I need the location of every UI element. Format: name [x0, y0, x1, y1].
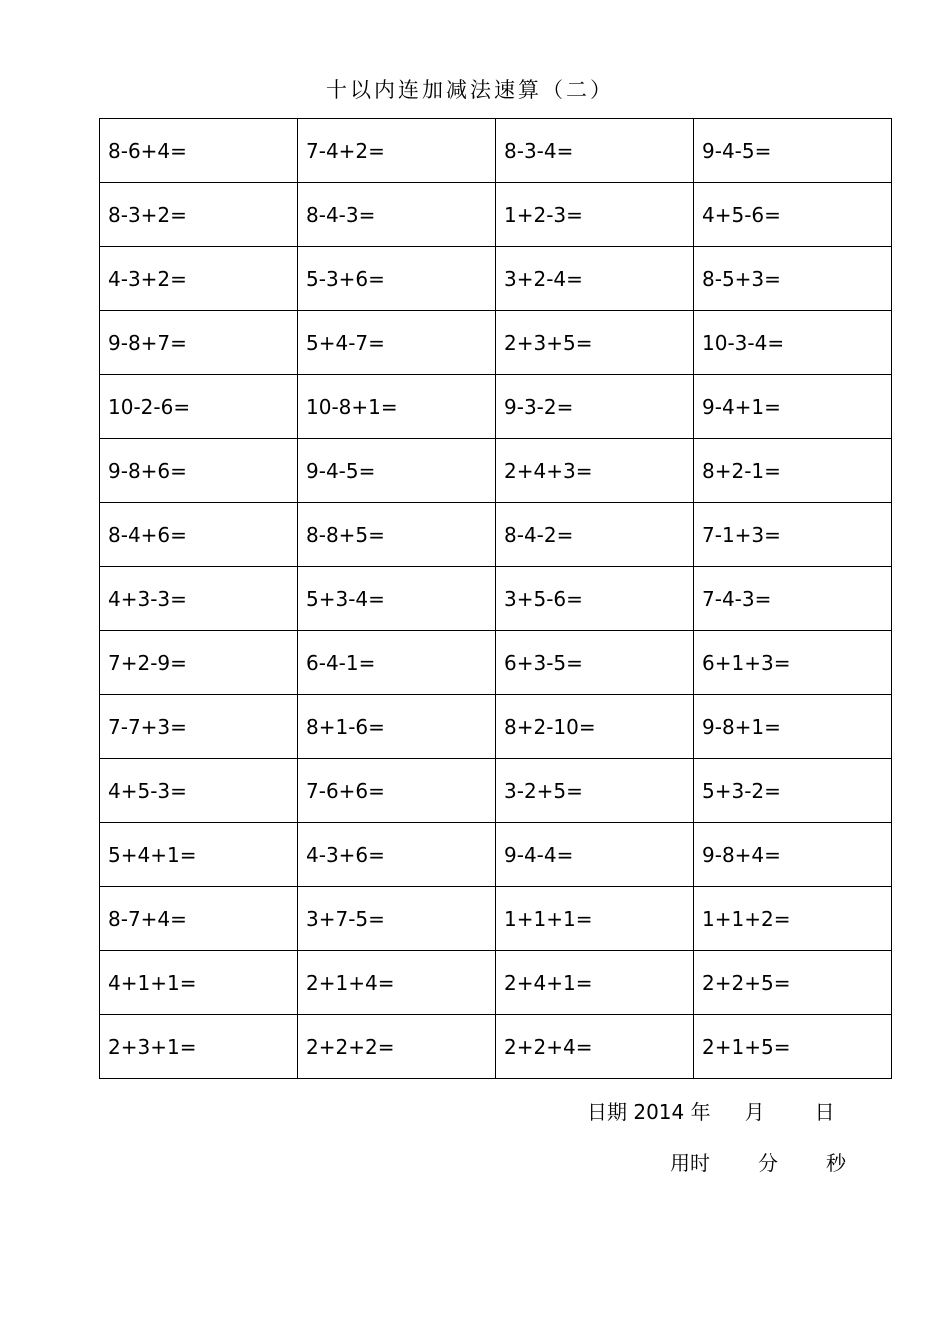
second-label: 秒 [826, 1151, 846, 1175]
problem-table [99, 118, 892, 1079]
problem-cell: 4+3-3= [100, 567, 298, 631]
problem-cell: 2+1+4= [298, 951, 496, 1015]
problem-cell: 4-3+6= [298, 823, 496, 887]
date-line [587, 1096, 835, 1125]
problem-cell: 9-8+6= [100, 439, 298, 503]
problem-cell: 8-5+3= [694, 247, 892, 311]
day-label: 日 [814, 1100, 835, 1124]
table-row [100, 759, 892, 823]
problem-cell: 3-2+5= [496, 759, 694, 823]
problem-cell: 9-8+7= [100, 311, 298, 375]
problem-cell: 9-4-5= [298, 439, 496, 503]
table-row [100, 951, 892, 1015]
problem-cell: 4+1+1= [100, 951, 298, 1015]
table-row [100, 183, 892, 247]
page-title: 十以内连加减法速算（二） [326, 78, 614, 102]
problem-cell: 8+2-10= [496, 695, 694, 759]
problem-cell: 8+1-6= [298, 695, 496, 759]
problem-cell: 7-7+3= [100, 695, 298, 759]
problem-cell: 5-3+6= [298, 247, 496, 311]
problem-cell: 8-8+5= [298, 503, 496, 567]
problem-cell: 2+2+2= [298, 1015, 496, 1079]
table-row [100, 1015, 892, 1079]
problem-cell: 9-8+1= [694, 695, 892, 759]
problem-cell: 9-3-2= [496, 375, 694, 439]
minute-label: 分 [758, 1151, 778, 1175]
problem-cell: 4+5-6= [694, 183, 892, 247]
problem-cell: 10-8+1= [298, 375, 496, 439]
problem-cell: 2+4+3= [496, 439, 694, 503]
problem-cell: 8-4+6= [100, 503, 298, 567]
problem-cell: 3+5-6= [496, 567, 694, 631]
problem-cell: 1+1+1= [496, 887, 694, 951]
problem-cell: 8+2-1= [694, 439, 892, 503]
problem-cell: 2+3+1= [100, 1015, 298, 1079]
problem-cell: 9-4-5= [694, 119, 892, 183]
problem-cell: 7-1+3= [694, 503, 892, 567]
problem-cell: 4-3+2= [100, 247, 298, 311]
table-row [100, 311, 892, 375]
problem-cell: 10-3-4= [694, 311, 892, 375]
problem-cell: 5+3-4= [298, 567, 496, 631]
problem-cell: 5+4+1= [100, 823, 298, 887]
problem-cell: 8-7+4= [100, 887, 298, 951]
problem-cell: 7+2-9= [100, 631, 298, 695]
problem-cell: 2+2+4= [496, 1015, 694, 1079]
problem-cell: 8-6+4= [100, 119, 298, 183]
problem-cell: 8-3+2= [100, 183, 298, 247]
table-row [100, 695, 892, 759]
problem-cell: 8-4-3= [298, 183, 496, 247]
table-row [100, 823, 892, 887]
time-line [670, 1147, 846, 1176]
problem-cell: 5+4-7= [298, 311, 496, 375]
time-label: 用时 [670, 1151, 710, 1175]
problem-cell: 9-8+4= [694, 823, 892, 887]
table-row [100, 887, 892, 951]
month-label: 月 [744, 1100, 765, 1124]
table-row [100, 631, 892, 695]
problem-cell: 1+1+2= [694, 887, 892, 951]
problem-cell: 4+5-3= [100, 759, 298, 823]
problem-cell: 9-4+1= [694, 375, 892, 439]
problem-cell: 5+3-2= [694, 759, 892, 823]
problem-cell: 7-4-3= [694, 567, 892, 631]
table-row [100, 439, 892, 503]
problem-cell: 8-4-2= [496, 503, 694, 567]
table-row [100, 247, 892, 311]
problem-cell: 6-4-1= [298, 631, 496, 695]
table-row [100, 375, 892, 439]
problem-cell: 2+2+5= [694, 951, 892, 1015]
problem-cell: 1+2-3= [496, 183, 694, 247]
problem-cell: 3+7-5= [298, 887, 496, 951]
problem-cell: 2+4+1= [496, 951, 694, 1015]
problem-cell: 6+1+3= [694, 631, 892, 695]
date-label: 日期 2014 年 [587, 1100, 711, 1124]
problem-cell: 6+3-5= [496, 631, 694, 695]
table-row [100, 503, 892, 567]
problem-cell: 3+2-4= [496, 247, 694, 311]
problem-cell: 2+3+5= [496, 311, 694, 375]
problem-cell: 7-6+6= [298, 759, 496, 823]
problem-cell: 7-4+2= [298, 119, 496, 183]
problem-cell: 10-2-6= [100, 375, 298, 439]
table-row [100, 119, 892, 183]
problem-cell: 2+1+5= [694, 1015, 892, 1079]
problem-cell: 9-4-4= [496, 823, 694, 887]
problem-cell: 8-3-4= [496, 119, 694, 183]
table-row [100, 567, 892, 631]
